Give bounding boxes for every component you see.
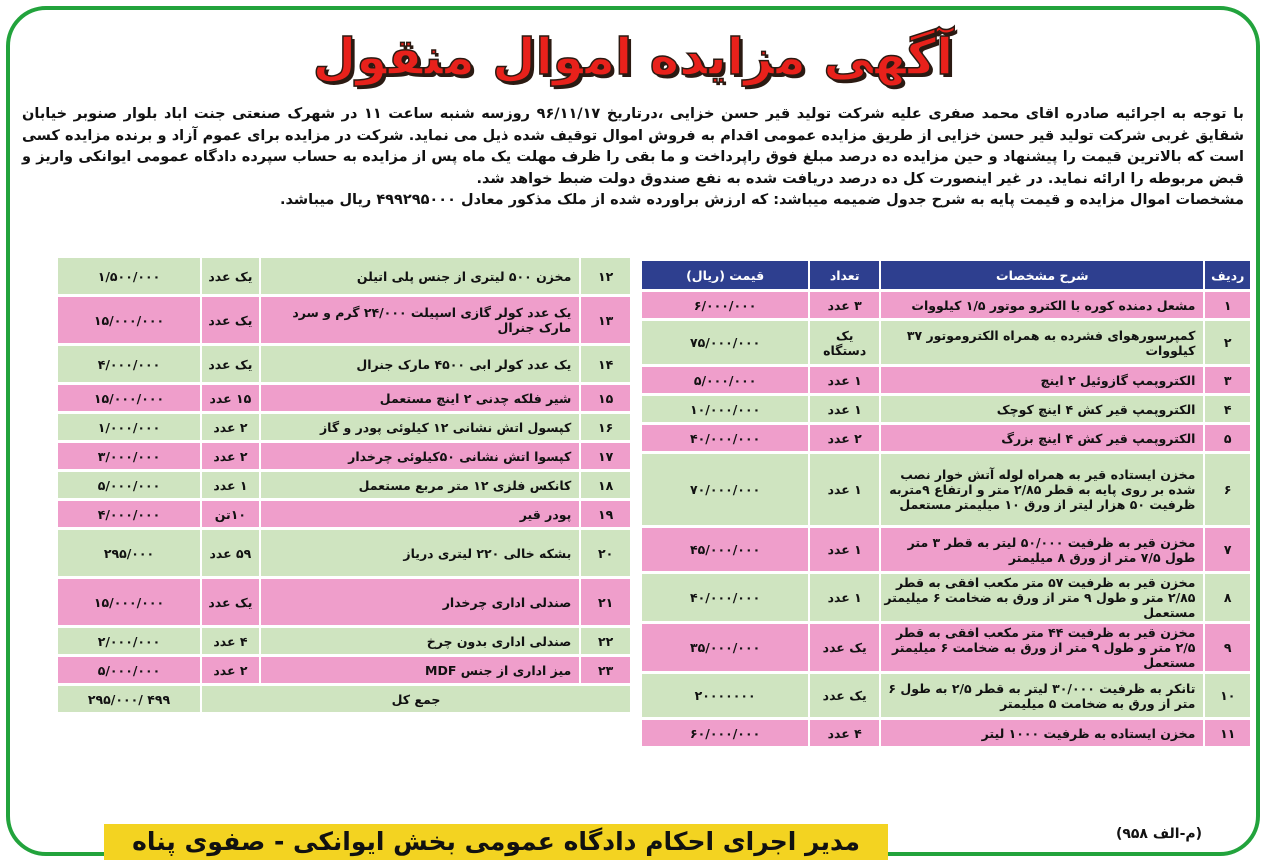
description-cell: مخزن قیر به ظرفیت ۵۰/۰۰۰ لیتر به قطر ۳ متر طول ۷/۵ متر از ورق ۸ میلیمتر	[881, 528, 1203, 571]
row-number-cell: ۱۱	[1205, 720, 1250, 746]
row-number-cell: ۴	[1205, 396, 1250, 422]
description-cell: الکتروپمپ قیر کش ۴ اینچ کوچک	[881, 396, 1203, 422]
table-row	[642, 574, 1250, 621]
description-cell: مشعل دمنده کوره با الکترو موتور ۱/۵ کیلووات	[881, 292, 1203, 318]
row-number-cell: ۱۹	[581, 501, 630, 527]
table-row	[58, 258, 630, 294]
total-value: ۴۹۹ /۲۹۵/۰۰۰	[58, 686, 200, 712]
description-cell: مخزن ایستاده قیر به همراه لوله آتش خوار نصب شده بر روی پایه به قطر ۲/۸۵ متر و ارتفاع ۹متربه ظرفیت ۵۰ هزار لیتر از ورق ۱۰ میلیمتر مستعمل	[881, 454, 1203, 525]
row-number-cell: ۱۴	[581, 346, 630, 382]
row-number-cell: ۷	[1205, 528, 1250, 571]
quantity-cell: یک عدد	[202, 297, 259, 343]
quantity-cell: ۲ عدد	[202, 657, 259, 683]
row-number-cell: ۹	[1205, 624, 1250, 671]
description-cell: تانکر به ظرفیت ۳۰/۰۰۰ لیتر به قطر ۲/۵ به طول ۶ متر از ورق به ضخامت ۵ میلیمتر	[881, 674, 1203, 717]
row-number-cell: ۱۶	[581, 414, 630, 440]
notice-paragraph: مشخصات اموال مزایده و قیمت پایه به شرح جدول ضمیمه میباشد: که ارزش براورده شده از ملک مذکور معادل ۴۹۹۲۹۵۰۰۰ ریال میباشد.	[280, 192, 1244, 208]
table-row	[642, 396, 1250, 422]
price-cell: ۴/۰۰۰/۰۰۰	[58, 346, 200, 382]
price-cell: ۶/۰۰۰/۰۰۰	[642, 292, 808, 318]
row-number-cell: ۵	[1205, 425, 1250, 451]
table-row	[642, 528, 1250, 571]
description-cell: یک عدد کولر گازی اسپیلت ۲۴/۰۰۰ گرم و سرد مارک جنرال	[261, 297, 580, 343]
header-price: قیمت (ریال)	[642, 261, 808, 289]
signature-bar: مدیر اجرای احکام دادگاه عمومی بخش ایوانکی - صفوی پناه	[104, 824, 888, 860]
row-number-cell: ۱۸	[581, 472, 630, 498]
row-number-cell: ۱	[1205, 292, 1250, 318]
quantity-cell: ۲ عدد	[202, 443, 259, 469]
quantity-cell: ۱ عدد	[810, 528, 879, 571]
row-number-cell: ۱۵	[581, 385, 630, 411]
quantity-cell: ۱۰تن	[202, 501, 259, 527]
quantity-cell: ۱ عدد	[202, 472, 259, 498]
table-row	[58, 579, 630, 625]
items-table-left	[56, 255, 632, 715]
items-table-right	[640, 258, 1252, 749]
row-number-cell: ۱۳	[581, 297, 630, 343]
row-number-cell: ۸	[1205, 574, 1250, 621]
row-number-cell: ۳	[1205, 367, 1250, 393]
table-row	[642, 425, 1250, 451]
header-row-number: ردیف	[1205, 261, 1250, 289]
description-cell: یک عدد کولر ابی ۴۵۰۰ مارک جنرال	[261, 346, 580, 382]
description-cell: مخزن ۵۰۰ لیتری از جنس پلی اتیلن	[261, 258, 580, 294]
price-cell: ۲۰۰۰۰۰۰۰	[642, 674, 808, 717]
description-cell: کپسول اتش نشانی ۱۲ کیلوئی پودر و گاز	[261, 414, 580, 440]
price-cell: ۵/۰۰۰/۰۰۰	[58, 472, 200, 498]
table-row	[58, 385, 630, 411]
description-cell: مخزن قیر به ظرفیت ۴۴ متر مکعب افقی به قطر ۲/۵ متر و طول ۹ متر از ورق به ضخامت ۶ میلیمتر مستعمل	[881, 624, 1203, 671]
table-row	[642, 367, 1250, 393]
total-row	[58, 686, 630, 712]
row-number-cell: ۲	[1205, 321, 1250, 364]
description-cell: میز اداری از جنس MDF	[261, 657, 580, 683]
table-row	[58, 530, 630, 576]
price-cell: ۶۰/۰۰۰/۰۰۰	[642, 720, 808, 746]
quantity-cell: ۱ عدد	[810, 454, 879, 525]
quantity-cell: ۱۵ عدد	[202, 385, 259, 411]
description-cell: کانکس فلزی ۱۲ متر مربع مستعمل	[261, 472, 580, 498]
row-number-cell: ۲۳	[581, 657, 630, 683]
price-cell: ۴/۰۰۰/۰۰۰	[58, 501, 200, 527]
description-cell: مخزن قیر به ظرفیت ۵۷ متر مکعب افقی به قطر ۲/۸۵ متر و طول ۹ متر از ورق به ضخامت ۶ میلیمتر مستعمل	[881, 574, 1203, 621]
table-row	[58, 501, 630, 527]
table-row	[642, 624, 1250, 671]
header-quantity: تعداد	[810, 261, 879, 289]
description-cell: کمپرسورهوای فشرده به همراه الکتروموتور ۳۷ کیلووات	[881, 321, 1203, 364]
price-cell: ۱۵/۰۰۰/۰۰۰	[58, 579, 200, 625]
price-cell: ۳۵/۰۰۰/۰۰۰	[642, 624, 808, 671]
quantity-cell: ۴ عدد	[202, 628, 259, 654]
row-number-cell: ۶	[1205, 454, 1250, 525]
price-cell: ۴۵/۰۰۰/۰۰۰	[642, 528, 808, 571]
notice-paragraph: با توجه به اجرائیه صادره اقای محمد صفری علیه شرکت تولید قیر حسن خزایی ،درتاریخ ۹۶/۱۱/۱۷ روزسه شنبه ساعت ۱۱ در شهرک صنعتی جنت اباد بلوار صنوبر خیابان شقایق غربی شرکت تولید قیر حسن خزایی از طریق مزایده عمومی اقدام به فروش اموال توقیف شده ذیل می نماید. شرکت در مزایده برای عموم آزاد و برنده مزایده کسی است که بالاترین قیمت را پیشنهاد و حین مزایده ده درصد مبلغ فوق راپرداخت و ما بقی را ظرف مهلت یک ماه پس از مزایده به حساب سپرده دادگاه عمومی ایوانکی واریز و قبض مربوطه را ارائه نماید. در غیر اینصورت کل ده درصد دریافت شده به نفع صندوق دولت ضبط خواهد شد.	[22, 106, 1244, 187]
price-cell: ۴۰/۰۰۰/۰۰۰	[642, 425, 808, 451]
price-cell: ۱۰/۰۰۰/۰۰۰	[642, 396, 808, 422]
table-header-row	[642, 261, 1250, 289]
quantity-cell: یک عدد	[810, 674, 879, 717]
quantity-cell: ۲ عدد	[810, 425, 879, 451]
price-cell: ۱۵/۰۰۰/۰۰۰	[58, 385, 200, 411]
table-row	[58, 297, 630, 343]
price-cell: ۲/۰۰۰/۰۰۰	[58, 628, 200, 654]
price-cell: ۷۵/۰۰۰/۰۰۰	[642, 321, 808, 364]
description-cell: مخزن ایستاده به ظرفیت ۱۰۰۰ لیتر	[881, 720, 1203, 746]
quantity-cell: یک عدد	[810, 624, 879, 671]
header-description: شرح مشخصات	[881, 261, 1203, 289]
quantity-cell: یک عدد	[202, 346, 259, 382]
table-row	[58, 346, 630, 382]
description-cell: الکتروپمپ قیر کش ۴ اینچ بزرگ	[881, 425, 1203, 451]
table-row	[642, 674, 1250, 717]
table-row	[642, 720, 1250, 746]
price-cell: ۱۵/۰۰۰/۰۰۰	[58, 297, 200, 343]
table-row	[58, 628, 630, 654]
table-row	[58, 472, 630, 498]
table-row	[58, 657, 630, 683]
price-cell: ۵/۰۰۰/۰۰۰	[58, 657, 200, 683]
table-row	[642, 454, 1250, 525]
quantity-cell: ۱ عدد	[810, 367, 879, 393]
price-cell: ۱/۵۰۰/۰۰۰	[58, 258, 200, 294]
quantity-cell: ۴ عدد	[810, 720, 879, 746]
quantity-cell: ۳ عدد	[810, 292, 879, 318]
price-cell: ۴۰/۰۰۰/۰۰۰	[642, 574, 808, 621]
quantity-cell: ۱ عدد	[810, 574, 879, 621]
price-cell: ۵/۰۰۰/۰۰۰	[642, 367, 808, 393]
description-cell: بشکه خالی ۲۲۰ لیتری دریاز	[261, 530, 580, 576]
quantity-cell: ۲ عدد	[202, 414, 259, 440]
total-label: جمع کل	[202, 686, 630, 712]
quantity-cell: یک دستگاه	[810, 321, 879, 364]
row-number-cell: ۱۰	[1205, 674, 1250, 717]
price-cell: ۷۰/۰۰۰/۰۰۰	[642, 454, 808, 525]
notice-body	[22, 104, 1244, 212]
description-cell: صندلی اداری چرخدار	[261, 579, 580, 625]
price-cell: ۲۹۵/۰۰۰	[58, 530, 200, 576]
table-row	[58, 414, 630, 440]
price-cell: ۳/۰۰۰/۰۰۰	[58, 443, 200, 469]
quantity-cell: ۱ عدد	[810, 396, 879, 422]
row-number-cell: ۱۷	[581, 443, 630, 469]
description-cell: کپسوا اتش نشانی ۵۰کیلوئی چرخدار	[261, 443, 580, 469]
notice-title: آگهی مزایده اموال منقول	[312, 28, 954, 86]
table-row	[642, 292, 1250, 318]
description-cell: پودر قیر	[261, 501, 580, 527]
table-row	[642, 321, 1250, 364]
row-number-cell: ۲۰	[581, 530, 630, 576]
description-cell: صندلی اداری بدون چرخ	[261, 628, 580, 654]
quantity-cell: یک عدد	[202, 579, 259, 625]
table-row	[58, 443, 630, 469]
price-cell: ۱/۰۰۰/۰۰۰	[58, 414, 200, 440]
description-cell: شیر فلکه چدنی ۲ اینچ مستعمل	[261, 385, 580, 411]
row-number-cell: ۲۲	[581, 628, 630, 654]
row-number-cell: ۱۲	[581, 258, 630, 294]
description-cell: الکتروپمپ گازوئیل ۲ اینچ	[881, 367, 1203, 393]
reference-number: (م-الف ۹۵۸)	[1115, 826, 1203, 842]
row-number-cell: ۲۱	[581, 579, 630, 625]
quantity-cell: ۵۹ عدد	[202, 530, 259, 576]
quantity-cell: یک عدد	[202, 258, 259, 294]
